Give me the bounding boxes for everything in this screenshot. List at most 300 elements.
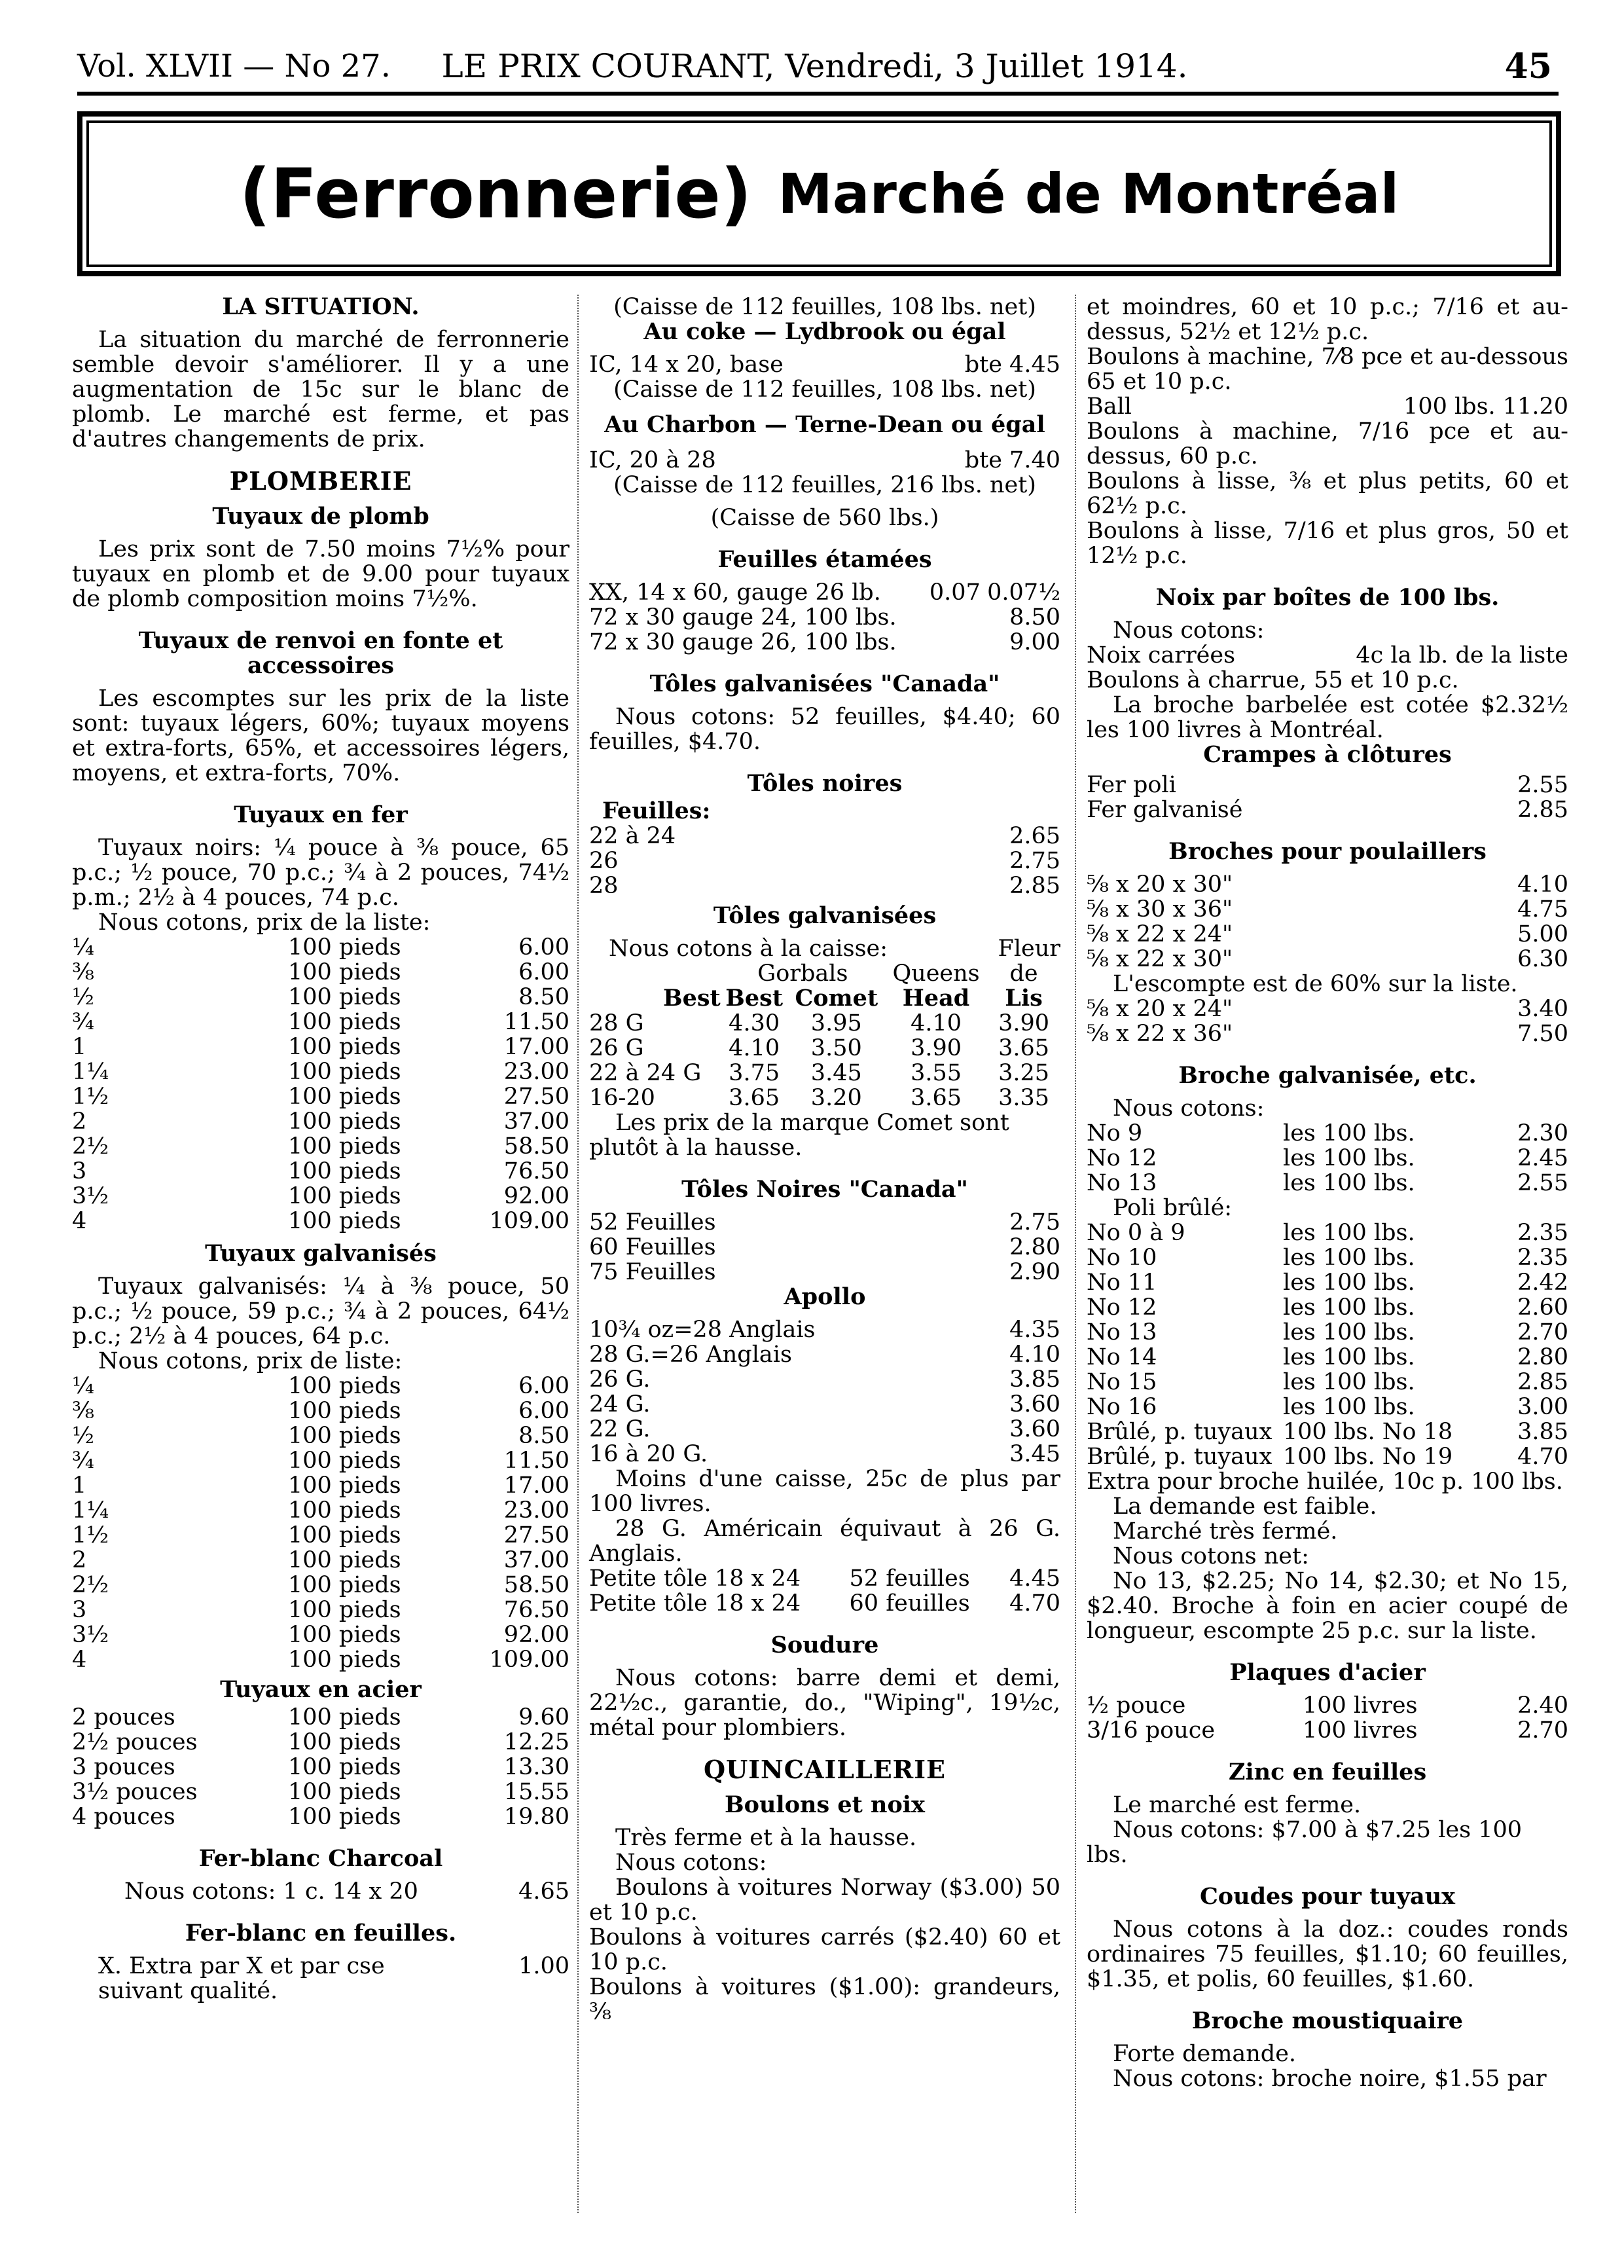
cell-b: 3.60: [1009, 1391, 1060, 1418]
cell-price: 23.00: [503, 1497, 569, 1524]
boulons-line-2: Nous cotons:: [615, 1850, 767, 1876]
cell-b: [925, 630, 981, 655]
section-banner: [77, 111, 1561, 276]
cell-b: 2.75: [1009, 848, 1060, 874]
section-title-tuyaux-galvanises: Tuyaux galvanisés: [205, 1240, 437, 1267]
table-row: [1087, 1370, 1568, 1395]
table-row: [72, 1548, 569, 1573]
table-row: [589, 1210, 1060, 1235]
table-row: [589, 580, 1060, 605]
cell-unit: 100 pieds: [288, 1547, 401, 1573]
cell-a: No 12: [1087, 1294, 1157, 1321]
cell-a: 52 Feuilles: [589, 1209, 716, 1235]
table-row: [72, 1159, 569, 1184]
section-title-quincaillerie: QUINCAILLERIE: [704, 1755, 946, 1784]
broche-galv-line-2: Poli brûlé:: [1113, 1195, 1233, 1221]
cell-a: 26: [589, 848, 619, 874]
table-row: [589, 1442, 1060, 1467]
banner-title-ferronnerie: (Ferronnerie): [239, 154, 752, 234]
table-row: [72, 1209, 569, 1234]
poulaillers-table-1: [1087, 872, 1568, 972]
cell-size: 4: [72, 1208, 87, 1234]
section-title-toles-galvanisees: Tôles galvanisées: [713, 902, 937, 929]
caisse-line: (Caisse de 112 feuilles, 216 lbs. net): [613, 472, 1036, 498]
cell-b: 2.80: [1009, 1234, 1060, 1260]
cell-a: 4.30: [729, 1010, 780, 1036]
galv-header-best: Best: [725, 985, 783, 1012]
table-row: [72, 1647, 569, 1672]
cell-a: 28 G.=26 Anglais: [589, 1342, 792, 1368]
section-title-toles-noires: Tôles noires: [747, 770, 903, 797]
broche-galv-table-1: [1087, 1121, 1568, 1196]
cell-unit: 100 pieds: [288, 1108, 401, 1135]
ic-14x20-label: IC, 14 x 20, base: [589, 352, 784, 378]
cell-b: [925, 605, 981, 630]
apollo-note-2: 28 G. Américain équivaut à 26 G. Anglais.: [589, 1516, 1060, 1567]
ball-row: [1087, 394, 1568, 419]
boulons-machine-2: Boulons à machine, 7/16 pce et au-dessus, 60 p.c.: [1087, 418, 1568, 469]
cell-unit: 100 pieds: [288, 1704, 401, 1730]
cell-b: les 100 lbs.: [1283, 1369, 1415, 1395]
cell-d: 3.90: [998, 1010, 1049, 1036]
cell-unit: 100 pieds: [288, 1804, 401, 1830]
table-row: [589, 1260, 1060, 1285]
tuyaux-renvoi-text: Les escomptes sur les prix de la liste sont: tuyaux légers, 60%; tuyaux moyens et extra-forts, 65%, et accessoires légers, moyens, et extra-forts, 70%.: [72, 686, 569, 786]
cell-price: 13.30: [503, 1754, 569, 1780]
cell-a: ⅝ x 22 x 24": [1087, 921, 1233, 947]
cell-a: ⅝ x 20 x 24": [1087, 996, 1233, 1022]
cell-price: 6.00: [518, 934, 569, 960]
moustiquaire-line-2: Nous cotons: broche noire, $1.55 par: [1113, 2066, 1547, 2092]
cell-c: 2.42: [1517, 1270, 1568, 1296]
banner-title-marche: Marché de Montréal: [778, 162, 1399, 226]
cell-size: 1½: [72, 1522, 109, 1548]
cell-size: 3: [72, 1158, 87, 1184]
tuyaux-galvanises-table: [72, 1374, 569, 1672]
cell-unit: 100 pieds: [288, 1647, 401, 1673]
cell-c: 4.10: [911, 1010, 962, 1036]
table-row: [1087, 1146, 1568, 1171]
table-row: [1087, 1171, 1568, 1196]
brule-price: 3.85: [1517, 1419, 1568, 1445]
cell-a: Petite tôle 18 x 24: [589, 1590, 801, 1617]
brule-unit: 100 lbs. No 19: [1283, 1444, 1453, 1470]
toles-canada-text: Nous cotons: 52 feuilles, $4.40; 60 feuilles, $4.70.: [589, 704, 1060, 755]
cell-size: 3½ pouces: [72, 1779, 198, 1805]
cell-c: 2.70: [1517, 1717, 1568, 1744]
cell-price: 23.00: [503, 1059, 569, 1085]
table-row: [589, 936, 1060, 961]
cell-unit: 100 pieds: [288, 1779, 401, 1805]
table-row: [589, 1317, 1060, 1342]
cell-size: 2 pouces: [72, 1704, 175, 1730]
cell-unit: 100 pieds: [288, 959, 401, 985]
cell-price: 37.00: [503, 1108, 569, 1135]
cell-price: 15.55: [503, 1779, 569, 1805]
cell-a: 4.10: [729, 1035, 780, 1061]
table-row: [72, 1755, 569, 1780]
table-row: [1087, 1345, 1568, 1370]
section-title-toles-galvanisees-canada: Tôles galvanisées "Canada": [649, 670, 1000, 697]
cell-a: Fer poli: [1087, 772, 1176, 798]
cell-size: ⅜: [72, 1398, 94, 1424]
table-row: [589, 1342, 1060, 1367]
cell-unit: 100 pieds: [288, 1754, 401, 1780]
section-title-crampes: Crampes à clôtures: [1203, 741, 1452, 768]
poulaillers-note: L'escompte est de 60% sur la liste.: [1113, 971, 1518, 997]
table-row: [1087, 1121, 1568, 1146]
plaques-table: [1087, 1693, 1568, 1743]
ball-label: Ball: [1087, 393, 1132, 420]
cell-a: ⅝ x 30 x 36": [1087, 896, 1233, 923]
table-row: [72, 985, 569, 1010]
boulons-line-1: Très ferme et à la hausse.: [615, 1825, 917, 1851]
cell-unit: 100 pieds: [288, 1373, 401, 1399]
section-title-fer-blanc-charcoal: Fer-blanc Charcoal: [198, 1845, 443, 1872]
cell-price: 37.00: [503, 1547, 569, 1573]
feuilles-price: 1.00: [518, 1953, 569, 1979]
cell-g: 16-20: [589, 1085, 655, 1111]
cell-g: 28 G: [589, 1010, 644, 1036]
toles-galvanisees-table: [589, 936, 1060, 1110]
section-title-fer-blanc-feuilles: Fer-blanc en feuilles.: [185, 1920, 457, 1947]
cell-price: 17.00: [503, 1472, 569, 1499]
cell-a: No 13: [1087, 1170, 1157, 1196]
cell-g: 26 G: [589, 1035, 644, 1061]
table-row: [589, 1566, 1060, 1591]
table-row: [589, 873, 1060, 898]
cell-price: 11.50: [503, 1009, 569, 1035]
table-row: [72, 1473, 569, 1498]
cell-size: 4: [72, 1647, 87, 1673]
cell-unit: 100 pieds: [288, 1158, 401, 1184]
cell-a: 10¾ oz=28 Anglais: [589, 1317, 816, 1343]
cell-b: 60 feuilles: [849, 1590, 970, 1617]
cell-b: les 100 lbs.: [1283, 1220, 1415, 1246]
table-row: [1087, 1021, 1568, 1046]
table-row: [1087, 1320, 1568, 1345]
cell-price: 9.60: [518, 1704, 569, 1730]
section-title-tuyaux-renvoi: Tuyaux de renvoi en fonte et accessoires: [138, 627, 503, 679]
cell-c: 2.45: [1517, 1145, 1568, 1171]
table-row: [589, 605, 1060, 630]
cell-a: ½ pouce: [1087, 1692, 1186, 1719]
cell-b: les 100 lbs.: [1283, 1245, 1415, 1271]
broche-galv-line-4: La demande est faible.: [1113, 1493, 1377, 1520]
noix-line-3: La broche barbelée est cotée $2.32½ les 100 livres à Montréal.: [1087, 692, 1568, 743]
cell-size: 2½: [72, 1572, 109, 1598]
cell-price: 92.00: [503, 1622, 569, 1648]
situation-text: La situation du marché de ferronnerie semble devoir s'améliorer. Il y a une augmentation de 15c sur le blanc de plomb. Le marché est ferme, et pas d'autres changements de prix.: [72, 327, 569, 452]
section-title-tuyaux-acier: Tuyaux en acier: [220, 1676, 422, 1703]
charcoal-label: Nous cotons: 1 c. 14 x 20: [124, 1878, 418, 1905]
cell-a: 3/16 pouce: [1087, 1717, 1216, 1744]
broche-galv-line-1: Nous cotons:: [1113, 1095, 1265, 1122]
noix-carrees-price: 4c la lb. de la liste: [1356, 642, 1568, 668]
cell-b: les 100 lbs.: [1283, 1394, 1415, 1420]
cell-unit: 100 pieds: [288, 934, 401, 960]
cell-size: 2: [72, 1547, 87, 1573]
cell-size: ¾: [72, 1448, 94, 1474]
table-row: [1087, 773, 1568, 797]
tuyaux-acier-table: [72, 1705, 569, 1829]
cell-price: 8.50: [518, 984, 569, 1010]
cell-b: 7.50: [1517, 1021, 1568, 1047]
section-title-zinc: Zinc en feuilles: [1228, 1759, 1427, 1785]
table-row: [589, 1235, 1060, 1260]
cell-d: 3.35: [998, 1085, 1049, 1111]
cell-price: 17.00: [503, 1034, 569, 1060]
fer-blanc-charcoal-row: [72, 1879, 569, 1904]
broche-galv-line-5: Marché très fermé.: [1113, 1518, 1338, 1545]
cell-b: 2.55: [1517, 772, 1568, 798]
table-row: [589, 1417, 1060, 1442]
cell-a: No 12: [1087, 1145, 1157, 1171]
tuyaux-galvanises-note: Nous cotons, prix de liste:: [98, 1348, 403, 1374]
cell-unit: 100 pieds: [288, 1059, 401, 1085]
table-row: [1087, 797, 1568, 822]
cell-price: 109.00: [489, 1647, 569, 1673]
cell-price: 58.50: [503, 1133, 569, 1160]
cell-a: No 13: [1087, 1319, 1157, 1345]
table-row: [72, 960, 569, 985]
cell-b: 4.35: [1009, 1317, 1060, 1343]
section-title-plaques-acier: Plaques d'acier: [1229, 1659, 1426, 1686]
cell-c: 2.85: [1517, 1369, 1568, 1395]
charcoal-price: 4.65: [518, 1878, 569, 1905]
cell-b: 3.40: [1517, 996, 1568, 1022]
galv-header-cotons: Nous cotons à la caisse:: [609, 936, 888, 962]
cell-unit: 100 pieds: [288, 1084, 401, 1110]
cell-price: 27.50: [503, 1522, 569, 1548]
cell-b: 4.10: [1517, 871, 1568, 898]
cell-c: 4.70: [1009, 1590, 1060, 1617]
table-row: [1087, 1444, 1568, 1469]
cell-c: 2.70: [1517, 1319, 1568, 1345]
cell-size: ⅜: [72, 959, 94, 985]
cell-c: 2.35: [1517, 1245, 1568, 1271]
cell-price: 6.00: [518, 1398, 569, 1424]
cell-unit: 100 pieds: [288, 984, 401, 1010]
cell-price: 76.50: [503, 1158, 569, 1184]
table-row: [589, 1591, 1060, 1616]
cell-c: 3.00: [1517, 1394, 1568, 1420]
cell-a: No 16: [1087, 1394, 1157, 1420]
cell-size: 1½: [72, 1084, 109, 1110]
cell-a: ⅝ x 20 x 30": [1087, 871, 1233, 898]
table-row: [72, 1448, 569, 1473]
brule-label: Brûlé, p. tuyaux: [1087, 1419, 1272, 1445]
cell-b: 3.45: [810, 1060, 862, 1086]
cell-size: ¾: [72, 1009, 94, 1035]
cell-c: 2.80: [1517, 1344, 1568, 1370]
table-row: [1087, 897, 1568, 922]
boulons-line-5: Boulons à voitures ($1.00): grandeurs, ⅜: [589, 1974, 1060, 2025]
au-charbon-title: Au Charbon — Terne-Dean ou égal: [604, 411, 1045, 438]
cell-a: 26 G.: [589, 1366, 651, 1393]
cell-c: 8.50: [1009, 604, 1060, 631]
cell-unit: 100 pieds: [288, 1622, 401, 1648]
table-row: [72, 1523, 569, 1548]
header-rule: [77, 92, 1559, 96]
coudes-text: Nous cotons à la doz.: coudes ronds ordinaires 75 feuilles, $1.10; 60 feuilles, $1.35, et polis, 60 feuilles, $1.60.: [1087, 1916, 1568, 1992]
cell-b: 100 livres: [1303, 1692, 1418, 1719]
ic-20a28-row: [589, 448, 1060, 473]
cell-g: 22 à 24 G: [589, 1060, 702, 1086]
moustiquaire-line-1: Forte demande.: [1113, 2041, 1297, 2067]
cell-price: 92.00: [503, 1183, 569, 1209]
table-row: [1087, 1245, 1568, 1270]
section-title-broche-moustiquaire: Broche moustiquaire: [1191, 2007, 1464, 2034]
table-row: [589, 630, 1060, 655]
boulons-line-3: Boulons à voitures Norway ($3.00) 50 et 10 p.c.: [589, 1875, 1060, 1926]
broche-galv-line-7: No 13, $2.25; No 14, $2.30; et No 15, $2.40. Broche à foin en acier coupé de longueur, escompte 25 p.c. sur la liste.: [1087, 1568, 1568, 1644]
poulaillers-table-2: [1087, 997, 1568, 1046]
cell-a: Fer galvanisé: [1087, 797, 1243, 823]
toles-noires-canada-table: [589, 1210, 1060, 1285]
cell-b: 2.65: [1009, 823, 1060, 849]
tuyaux-fer-text: Tuyaux noirs: ¼ pouce à ⅜ pouce, 65 p.c.; ½ pouce, 70 p.c.; ¾ à 2 pouces, 74½ p.m.; 2½ à 4 pouces, 74 p.c.: [72, 835, 569, 911]
section-title-tuyaux-fer: Tuyaux en fer: [234, 801, 408, 828]
table-row: [72, 1780, 569, 1804]
fer-blanc-feuilles-row: [72, 1954, 569, 2003]
cell-d: 3.25: [998, 1060, 1049, 1086]
cell-b: 5.00: [1517, 921, 1568, 947]
cell-price: 6.00: [518, 1373, 569, 1399]
cell-price: 8.50: [518, 1423, 569, 1449]
feuilles-etamees-table: [589, 580, 1060, 655]
table-row: [72, 1399, 569, 1423]
table-row: [1087, 1220, 1568, 1245]
table-row: [72, 1084, 569, 1109]
cell-a: 22 G.: [589, 1416, 651, 1442]
cell-unit: 100 pieds: [288, 1597, 401, 1623]
galv-header-head: Head: [902, 985, 970, 1012]
section-title-broche-galvanisee: Broche galvanisée, etc.: [1178, 1062, 1477, 1089]
table-row: [1087, 1693, 1568, 1718]
table-row: [72, 1573, 569, 1598]
section-title-boulons-noix: Boulons et noix: [725, 1791, 925, 1818]
galv-header-gorbals: Gorbals: [757, 960, 848, 987]
cell-b: 3.50: [810, 1035, 862, 1061]
cell-b: les 100 lbs.: [1283, 1145, 1415, 1171]
cell-size: 3 pouces: [72, 1754, 175, 1780]
table-row: [589, 1367, 1060, 1392]
cell-unit: 100 pieds: [288, 1183, 401, 1209]
cell-unit: 100 pieds: [288, 1009, 401, 1035]
table-row: [589, 1011, 1060, 1036]
cell-b: 3.95: [810, 1010, 862, 1036]
cell-unit: 100 pieds: [288, 1572, 401, 1598]
cell-d: 3.65: [998, 1035, 1049, 1061]
table-row: [1087, 1419, 1568, 1444]
caisse-line: (Caisse de 112 feuilles, 108 lbs. net): [613, 294, 1036, 320]
table-row: [72, 935, 569, 960]
soudure-text: Nous cotons: barre demi et demi, 22½c., garantie, do., "Wiping", 19½c, métal pour plombiers.: [589, 1665, 1060, 1741]
table-row: [72, 1598, 569, 1622]
cell-b: 3.85: [1009, 1366, 1060, 1393]
tuyaux-fer-table: [72, 935, 569, 1234]
table-row: [1087, 1395, 1568, 1419]
ic-14x20-row: [589, 352, 1060, 377]
galv-header-comet: Comet: [795, 985, 878, 1012]
cell-size: 1: [72, 1034, 87, 1060]
cell-b: 3.20: [810, 1085, 862, 1111]
table-row: [72, 1034, 569, 1059]
cell-b: 6.30: [1517, 946, 1568, 972]
cell-a: Petite tôle 18 x 24: [589, 1565, 801, 1592]
cell-a: ⅝ x 22 x 30": [1087, 946, 1233, 972]
table-row: [72, 1730, 569, 1755]
section-title-soudure: Soudure: [770, 1632, 879, 1658]
crampes-table: [1087, 773, 1568, 822]
volume-number: Vol. XLVII — No 27.: [77, 48, 391, 84]
noix-carrees-label: Noix carrées: [1087, 642, 1236, 668]
cell-a: 22 à 24: [589, 823, 676, 849]
broche-galv-line-6: Nous cotons net:: [1113, 1543, 1309, 1569]
table-row: [72, 1134, 569, 1159]
cell-size: 3: [72, 1597, 87, 1623]
cell-size: 4 pouces: [72, 1804, 175, 1830]
cell-unit: 100 pieds: [288, 1133, 401, 1160]
cell-a: 24 G.: [589, 1391, 651, 1418]
zinc-line-1: Le marché est ferme.: [1113, 1792, 1362, 1818]
feuilles-label: X. Extra par X et par cse suivant qualité.: [98, 1953, 385, 2004]
cell-a: No 9: [1087, 1120, 1143, 1146]
cell-a: 3.65: [729, 1085, 780, 1111]
cell-c: 2.55: [1517, 1170, 1568, 1196]
table-row: [1087, 922, 1568, 947]
apollo-note-1: Moins d'une caisse, 25c de plus par 100 livres.: [589, 1466, 1060, 1517]
cell-price: 76.50: [503, 1597, 569, 1623]
cell-unit: 100 pieds: [288, 1423, 401, 1449]
cell-a: No 0 à 9: [1087, 1220, 1185, 1246]
cell-unit: 100 pieds: [288, 1208, 401, 1234]
cell-size: 1¼: [72, 1059, 109, 1085]
cell-a: No 10: [1087, 1245, 1157, 1271]
cell-c: 9.00: [1009, 629, 1060, 655]
table-row: [72, 1184, 569, 1209]
petite-tole-table: [589, 1566, 1060, 1616]
cell-a: XX, 14 x 60, gauge 26 lb.: [589, 579, 881, 606]
cell-a: No 14: [1087, 1344, 1157, 1370]
banner-inner: [86, 120, 1552, 267]
column-1: [72, 295, 569, 2003]
cell-unit: 100 pieds: [288, 1497, 401, 1524]
table-row: [1087, 1270, 1568, 1295]
cell-a: ⅝ x 22 x 36": [1087, 1021, 1233, 1047]
cell-unit: 100 pieds: [288, 1448, 401, 1474]
cell-c: 3.65: [911, 1085, 962, 1111]
cell-size: 3½: [72, 1183, 109, 1209]
caisse-560-line: (Caisse de 560 lbs.): [710, 505, 939, 531]
brule-price: 4.70: [1517, 1444, 1568, 1470]
toles-galvanisees-note: Les prix de la marque Comet sont plutôt à la hausse.: [589, 1110, 1009, 1161]
cell-size: 1: [72, 1472, 87, 1499]
brule-label: Brûlé, p. tuyaux: [1087, 1444, 1272, 1470]
cell-b: 100 livres: [1303, 1717, 1418, 1744]
cell-size: ¼: [72, 934, 94, 960]
cell-b: 0.07: [929, 579, 981, 606]
galv-header-lis: Lis: [1005, 985, 1043, 1012]
cell-size: 2½: [72, 1133, 109, 1160]
table-row: [589, 849, 1060, 873]
table-row: [72, 1804, 569, 1829]
cell-b: les 100 lbs.: [1283, 1319, 1415, 1345]
cell-b: 3.60: [1009, 1416, 1060, 1442]
table-row: [1087, 947, 1568, 972]
cell-price: 12.25: [503, 1729, 569, 1755]
